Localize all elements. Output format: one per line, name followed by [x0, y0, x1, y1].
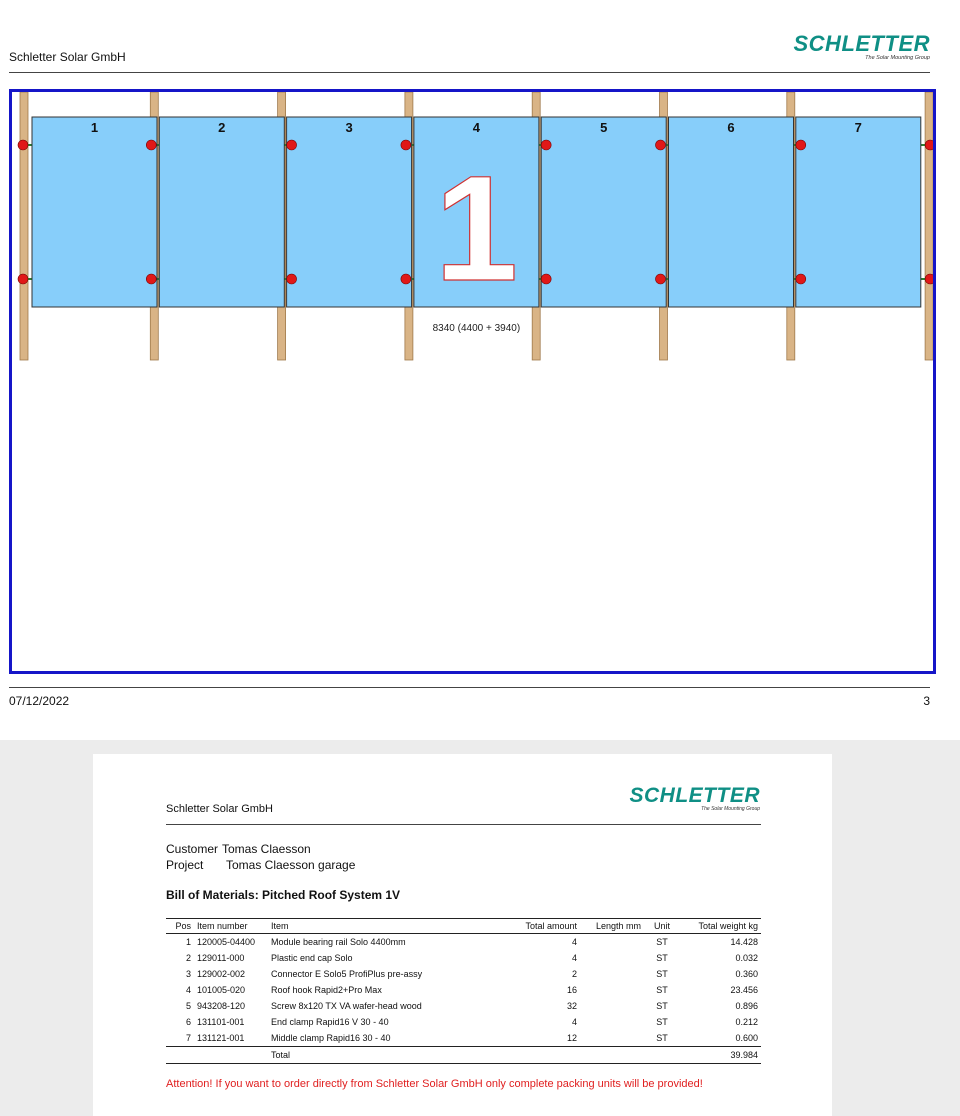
bom-cell: 23.456: [730, 985, 758, 995]
logo-tagline: The Solar Mounting Group: [701, 806, 760, 812]
module-number: 5: [600, 120, 608, 135]
bom-cell: [580, 998, 644, 1014]
rail: [925, 92, 933, 360]
clamp-point: [146, 274, 156, 284]
bom-cell: 14.428: [730, 937, 758, 947]
bom-cell: 6: [185, 1017, 191, 1027]
module-number: 7: [854, 120, 862, 135]
clamp-point: [541, 140, 551, 150]
bom-cell: 3: [185, 969, 191, 979]
bom-title: Bill of Materials: Pitched Roof System 1V: [166, 888, 401, 902]
module-number: 2: [218, 120, 226, 135]
bom-cell: 1: [185, 937, 191, 947]
bom-cell: 2: [571, 969, 577, 979]
solar-module: [796, 117, 921, 307]
bom-cell: 120005-04400: [197, 937, 256, 947]
bom-cell: [580, 934, 644, 951]
customer-project-info: [166, 841, 355, 873]
bom-cell: [580, 966, 644, 982]
module-number: 6: [727, 120, 735, 135]
bom-row: [166, 982, 761, 998]
bom-cell: 129002-002: [197, 969, 246, 979]
clamp-point: [146, 140, 156, 150]
bom-cell: [644, 1047, 680, 1064]
clamp-point: [656, 274, 666, 284]
bom-cell: ST: [656, 969, 668, 979]
bom-cell: Middle clamp Rapid16 30 - 40: [268, 1030, 504, 1047]
bom-cell: ST: [656, 1001, 668, 1011]
page-bill-of-materials: [93, 754, 832, 1116]
bom-cell: Roof hook Rapid2+Pro Max: [271, 985, 382, 995]
bom-cell: 4: [571, 953, 577, 963]
clamp-point: [401, 274, 411, 284]
schletter-logo: [630, 785, 761, 812]
attention-note: Attention! If you want to order directly from Schletter Solar GmbH only complete packing units will be provided!: [166, 1078, 703, 1090]
rail: [20, 92, 28, 360]
clamp-point: [656, 140, 666, 150]
solar-module: [541, 117, 666, 307]
solar-module: [287, 117, 412, 307]
schletter-logo: [794, 33, 931, 62]
header-company-name: Schletter Solar GmbH: [166, 803, 273, 815]
clamp-point: [541, 274, 551, 284]
bom-row: [166, 950, 761, 966]
module-number: 1: [90, 120, 99, 135]
bom-cell: [580, 1030, 644, 1047]
module-number: 4: [472, 120, 481, 135]
footer-page-number: 3: [923, 694, 930, 708]
header-divider: [9, 72, 930, 73]
bom-cell: 4: [185, 985, 191, 995]
bom-row: [166, 934, 761, 951]
project-label: Project: [166, 858, 204, 872]
col-length: Length mm: [580, 919, 644, 934]
bom-cell: 5: [185, 1001, 191, 1011]
footer-date: 07/12/2022: [9, 694, 70, 708]
bom-cell: 2: [185, 953, 191, 963]
bom-cell: [580, 1047, 644, 1064]
bom-cell: ST: [644, 1030, 680, 1047]
col-total-weight: Total weight kg: [680, 919, 761, 934]
logo-wordmark: SCHLETTER: [629, 784, 760, 807]
bom-cell: [166, 1047, 194, 1064]
dimension-label: 8340 (4400 + 3940): [432, 323, 521, 334]
bom-cell: 131121-001: [194, 1030, 268, 1047]
bom-cell: 16: [566, 985, 577, 995]
bom-cell: [580, 950, 644, 966]
module-layout-drawing: [12, 92, 933, 671]
bom-total-weight: 39.984: [680, 1047, 761, 1064]
bom-cell: 0.212: [735, 1017, 758, 1027]
solar-module: [159, 117, 284, 307]
bom-cell: ST: [656, 1017, 668, 1027]
bom-cell: [194, 1047, 268, 1064]
footer-divider: [9, 687, 930, 688]
bom-total-row: [166, 1047, 761, 1064]
bom-cell: [504, 1047, 580, 1064]
bom-header-row: [166, 919, 761, 934]
bom-cell: 0.360: [735, 969, 758, 979]
bom-cell: 4: [571, 1017, 577, 1027]
bom-cell: 7: [166, 1030, 194, 1047]
clamp-point: [18, 274, 28, 284]
bom-cell: 101005-020: [197, 985, 246, 995]
bom-cell: End clamp Rapid16 V 30 - 40: [271, 1017, 389, 1027]
bom-cell: 12: [504, 1030, 580, 1047]
clamp-point: [401, 140, 411, 150]
clamp-point: [287, 140, 297, 150]
solar-module: [669, 117, 794, 307]
bom-cell: 943208-120: [197, 1001, 246, 1011]
col-total-amount: Total amount: [504, 919, 580, 934]
col-item: Item: [268, 919, 504, 934]
bom-cell: [580, 982, 644, 998]
solar-module: [32, 117, 157, 307]
clamp-point: [796, 274, 806, 284]
field-number: 1: [434, 144, 519, 312]
bom-cell: Module bearing rail Solo 4400mm: [271, 937, 406, 947]
bom-cell: 0.896: [735, 1001, 758, 1011]
roof-layout-frame: [9, 89, 936, 674]
clamp-point: [925, 274, 933, 284]
customer-name: Tomas Claesson: [222, 842, 311, 856]
project-line: [166, 857, 355, 873]
col-pos: Pos: [166, 919, 194, 934]
bom-cell: ST: [656, 985, 668, 995]
bom-cell: 129011-000: [197, 953, 245, 963]
col-unit: Unit: [644, 919, 680, 934]
bom-cell: 0.032: [735, 953, 758, 963]
clamp-point: [796, 140, 806, 150]
customer-line: [166, 841, 355, 857]
bom-cell: Plastic end cap Solo: [271, 953, 353, 963]
header-divider: [166, 824, 761, 825]
bom-cell: 0.600: [680, 1030, 761, 1047]
bom-cell: 131101-001: [197, 1017, 245, 1027]
bom-row: [166, 966, 761, 982]
bom-cell: 32: [566, 1001, 577, 1011]
logo-tagline: The Solar Mounting Group: [865, 55, 930, 61]
bom-cell: Screw 8x120 TX VA wafer-head wood: [271, 1001, 422, 1011]
logo-wordmark: SCHLETTER: [793, 31, 930, 56]
clamp-point: [18, 140, 28, 150]
bom-row: [166, 1014, 761, 1030]
project-name: Tomas Claesson garage: [226, 858, 356, 872]
clamp-point: [287, 274, 297, 284]
bom-total-label: Total: [268, 1047, 504, 1064]
bom-cell: ST: [656, 953, 668, 963]
bom-row: [166, 1030, 761, 1047]
customer-label: Customer: [166, 842, 219, 856]
bom-cell: 4: [571, 937, 577, 947]
header-company-name: Schletter Solar GmbH: [9, 50, 126, 64]
bom-cell: ST: [656, 937, 668, 947]
bom-row: [166, 998, 761, 1014]
clamp-point: [925, 140, 933, 150]
col-item-number: Item number: [194, 919, 268, 934]
bom-table: [166, 918, 761, 1064]
module-number: 3: [345, 120, 353, 135]
bom-cell: [580, 1014, 644, 1030]
bom-cell: Connector E Solo5 ProfiPlus pre-assy: [271, 969, 423, 979]
